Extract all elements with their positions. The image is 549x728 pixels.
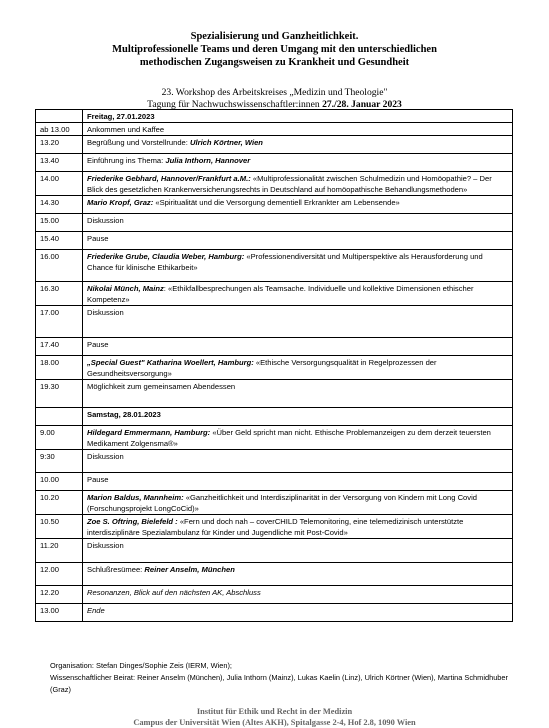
speaker-name-text: Marion Baldus, Mannheim: [87,493,184,502]
day-header-empty [36,110,83,123]
schedule-row [36,282,513,306]
schedule-row [36,172,513,196]
speaker-name [87,428,210,437]
session-title: «Spiritualität und die Versorgung dementiell Erkrankter am Lebensende» [153,198,400,207]
institute-name: Institut für Ethik und Recht in der Medizin [196,707,353,716]
speaker-name [87,198,153,207]
session-prefix: Schlußresümee: [87,565,145,574]
day-label: Freitag, 27.01.2023 [83,110,513,123]
session-title: «Fern und doch nah – coverCHILD Telemonitoring, eine telemedizinisch unterstützte interdisziplinäre Spezialambulanz für Kinder und Jugendliche mit Post-Covid» [87,517,464,537]
session-text: Ankommen und Kaffee [87,125,165,134]
speaker-name-text: „Special Guest" Katharina Woellert, Hamburg: [87,358,254,367]
tagung-prefix: Tagung für Nachwuchswissenschaftler:innen [147,99,320,110]
time-cell: 11.20 [36,539,83,563]
session-cell [83,250,513,282]
time-cell: 17.00 [36,306,83,338]
day-header-row [36,110,513,123]
session-text: Möglichkeit zum gemeinsamen Abendessen [87,382,236,391]
session-cell [83,154,513,172]
speaker-name [87,358,254,367]
session-cell [83,214,513,232]
session-title: «Ganzheitlichkeit und Interdisziplinarität in der Versorgung von Kindern mit Long Covid (Forschungsprojekt LongCoCid)» [87,493,477,513]
title-line-1: Spezialisierung und Ganzheitlichkeit. [190,31,359,42]
session-cell [83,426,513,450]
schedule-row [36,473,513,491]
session-cell [83,473,513,491]
schedule-row [36,491,513,515]
speaker-name [87,493,184,502]
session-cell [83,196,513,214]
session-text: Pause [87,475,109,484]
schedule-row [36,586,513,604]
session-title: «Multiprofessionalität zwischen Schulmedizin und Homöopathie? – Der Blick des gesetzlichen Krankenversicherungsrechts in Deutschland auf homöopathische Behandlungsmethoden» [87,174,492,194]
speaker-name-text: Friederike Grube, Claudia Weber, Hamburg: [87,252,245,261]
schedule-row [36,426,513,450]
title-line-3: methodischen Zugangsweisen zu Krankheit und Gesundheit [139,57,410,68]
schedule-row [36,450,513,473]
speaker-name [87,517,178,526]
time-cell: 18.00 [36,356,83,380]
schedule-table [35,109,513,622]
session-cell [83,515,513,539]
session-cell [83,232,513,250]
time-cell: 12.00 [36,563,83,586]
session-cell [83,282,513,306]
time-cell: 10.00 [36,473,83,491]
session-cell [83,604,513,622]
schedule-row [36,214,513,232]
schedule-row [36,604,513,622]
session-text: Diskussion [87,452,124,461]
speaker-name [165,156,250,165]
title-line-2: Multiprofessionelle Teams und deren Umgang mit den unterschiedlichen [112,44,437,55]
beirat-line: Wissenschaftlicher Beirat: Reiner Anselm (München), Julia Inthorn (Mainz), Lukas Kaelin (Linz), Ulrich Körtner (Wien), Martina Schmidhuber (Graz) [50,673,508,694]
session-cell [83,380,513,408]
session-text: Diskussion [87,216,124,225]
session-cell [83,123,513,136]
session-cell [83,356,513,380]
schedule-row [36,515,513,539]
schedule-row [36,338,513,356]
speaker-name-text: Friederike Gebhard, Hannover/Frankfurt a.M.: [87,174,251,183]
session-text: Diskussion [87,541,124,550]
session-text: Pause [87,340,109,349]
time-cell: 10.20 [36,491,83,515]
day-header-row [36,408,513,426]
institute-block [0,706,549,728]
time-cell: 14.30 [36,196,83,214]
time-cell: 12.20 [36,586,83,604]
time-cell: 15.00 [36,214,83,232]
session-cell [83,539,513,563]
schedule-row [36,539,513,563]
session-cell [83,306,513,338]
institute-address: Campus der Universität Wien (Altes AKH), Spitalgasse 2-4, Hof 2.8, 1090 Wien [133,718,416,727]
schedule-row [36,136,513,154]
organisation-line: Organisation: Stefan Dinges/Sophie Zeis (IERM, Wien); [50,661,232,670]
time-cell: 19.30 [36,380,83,408]
time-cell: 13.40 [36,154,83,172]
session-cell [83,136,513,154]
time-cell: 16.30 [36,282,83,306]
speaker-name [190,138,263,147]
schedule-row [36,232,513,250]
speaker-name [87,174,251,183]
schedule-row [36,356,513,380]
time-cell: 16.00 [36,250,83,282]
schedule-row [36,306,513,338]
day-header-empty [36,408,83,426]
session-cell [83,563,513,586]
session-note: Resonanzen, Blick auf den nächsten AK, Abschluss [87,588,261,597]
session-prefix: Einführung ins Thema: [87,156,166,165]
session-text: Pause [87,234,109,243]
session-title: : «Ethikfallbesprechungen als Teamsache. Individuelle und kollektive Dimensionen ethischer Kompetenz» [87,284,474,304]
schedule-row [36,154,513,172]
time-cell: ab 13.00 [36,123,83,136]
day-label: Samstag, 28.01.2023 [83,408,513,426]
workshop-line: 23. Workshop des Arbeitskreises „Medizin und Theologie" [161,87,388,98]
session-title: «Professionendiversität und Multiperspektive als Herausforderung und Chance für klinische Ethikarbeit» [87,252,483,272]
schedule-row [36,250,513,282]
session-cell [83,450,513,473]
session-cell [83,586,513,604]
session-text: Diskussion [87,308,124,317]
schedule-row [36,380,513,408]
session-note: Ende [87,606,105,615]
session-title: «Ethische Versorgungsqualität in Regelprozessen der Gesundheitsversorgung» [87,358,437,378]
workshop-subtitle [0,87,549,111]
schedule-row [36,563,513,586]
document-title [0,30,549,69]
tagung-date: 27./28. Januar 2023 [322,99,402,110]
time-cell: 17.40 [36,338,83,356]
schedule-row [36,196,513,214]
time-cell: 14.00 [36,172,83,196]
time-cell: 13.00 [36,604,83,622]
speaker-name [144,565,234,574]
footer [50,660,510,696]
speaker-name-text: Reiner Anselm, München [144,565,235,574]
schedule-row [36,123,513,136]
speaker-name [87,252,244,261]
speaker-name-text: Julia Inthorn, Hannover [165,156,251,165]
session-cell [83,491,513,515]
time-cell: 9:30 [36,450,83,473]
speaker-name-text: Nikolai Münch, Mainz [87,284,164,293]
time-cell: 10.50 [36,515,83,539]
speaker-name-text: Hildegard Emmermann, Hamburg: [87,428,211,437]
session-cell [83,172,513,196]
time-cell: 9.00 [36,426,83,450]
time-cell: 13.20 [36,136,83,154]
speaker-name-text: Ulrich Körtner, Wien [190,138,263,147]
speaker-name-text: Zoe S. Oftring, Bielefeld : [87,517,178,526]
session-prefix: Begrüßung und Vorstellrunde: [87,138,191,147]
session-cell [83,338,513,356]
speaker-name-text: Mario Kropf, Graz: [87,198,154,207]
time-cell: 15.40 [36,232,83,250]
session-title: «Über Geld spricht man nicht. Ethische Problemanzeigen zu dem derzeit teuersten Medikament Zolgensma®» [87,428,491,448]
speaker-name [87,284,164,293]
